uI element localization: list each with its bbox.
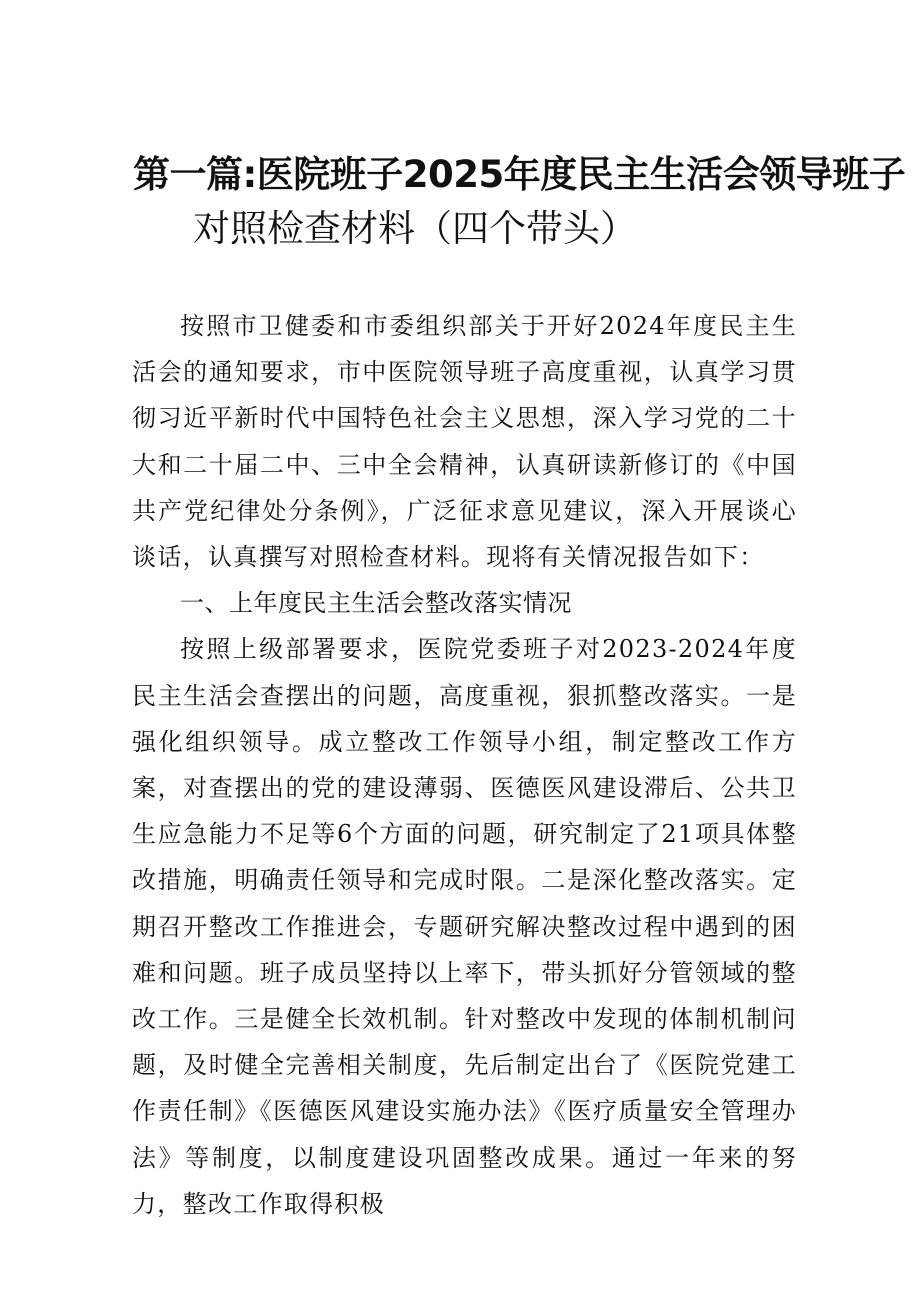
intro-paragraph: 按照市卫健委和市委组织部关于开好2024年度民主生活会的通知要求，市中医院领导班子高度重视，认真学习贯彻习近平新时代中国特色社会主义思想，深入学习党的二十大和二十届二中、三中全会精神，认真研读新修订的《中国共产党纪律处分条例》，广泛征求意见建议，深入开展谈心谈话，认真撰写对照检查材料。现将有关情况报告如下： — [132, 312, 797, 572]
document-title — [0, 148, 920, 256]
section-1-heading: 一、上年度民主生活会整改落实情况 — [180, 589, 572, 618]
section-1-paragraph: 按照上级部署要求，医院党委班子对2023-2024年度民主生活会查摆出的问题，高度重视，狠抓整改落实。一是强化组织领导。成立整改工作领导小组，制定整改工作方案，对查摆出的党的建设薄弱、医德医风建设滞后、公共卫生应急能力不足等6个方面的问题，研究制定了21项具体整改措施，明确责任领导和完成时限。二是深化整改落实。定期召开整改工作推进会，专题研究解决整改过程中遇到的困难和问题。班子成员坚持以上率下，带头抓好分管领域的整改工作。三是健全长效机制。针对整改中发现的体制机制问题，及时健全完善相关制度，先后制定出台了《医院党建工作责任制》《医德医风建设实施办法》《医疗质量安全管理办法》等制度，以制度建设巩固整改成果。通过一年来的努力，整改工作取得积极 — [132, 635, 797, 1218]
title-line-2: 对照检查材料（四个带头） — [193, 207, 637, 250]
title-line-1: 第一篇:医院班子2025年度民主生活会领导班子 — [133, 153, 906, 196]
document-body — [132, 303, 797, 1227]
